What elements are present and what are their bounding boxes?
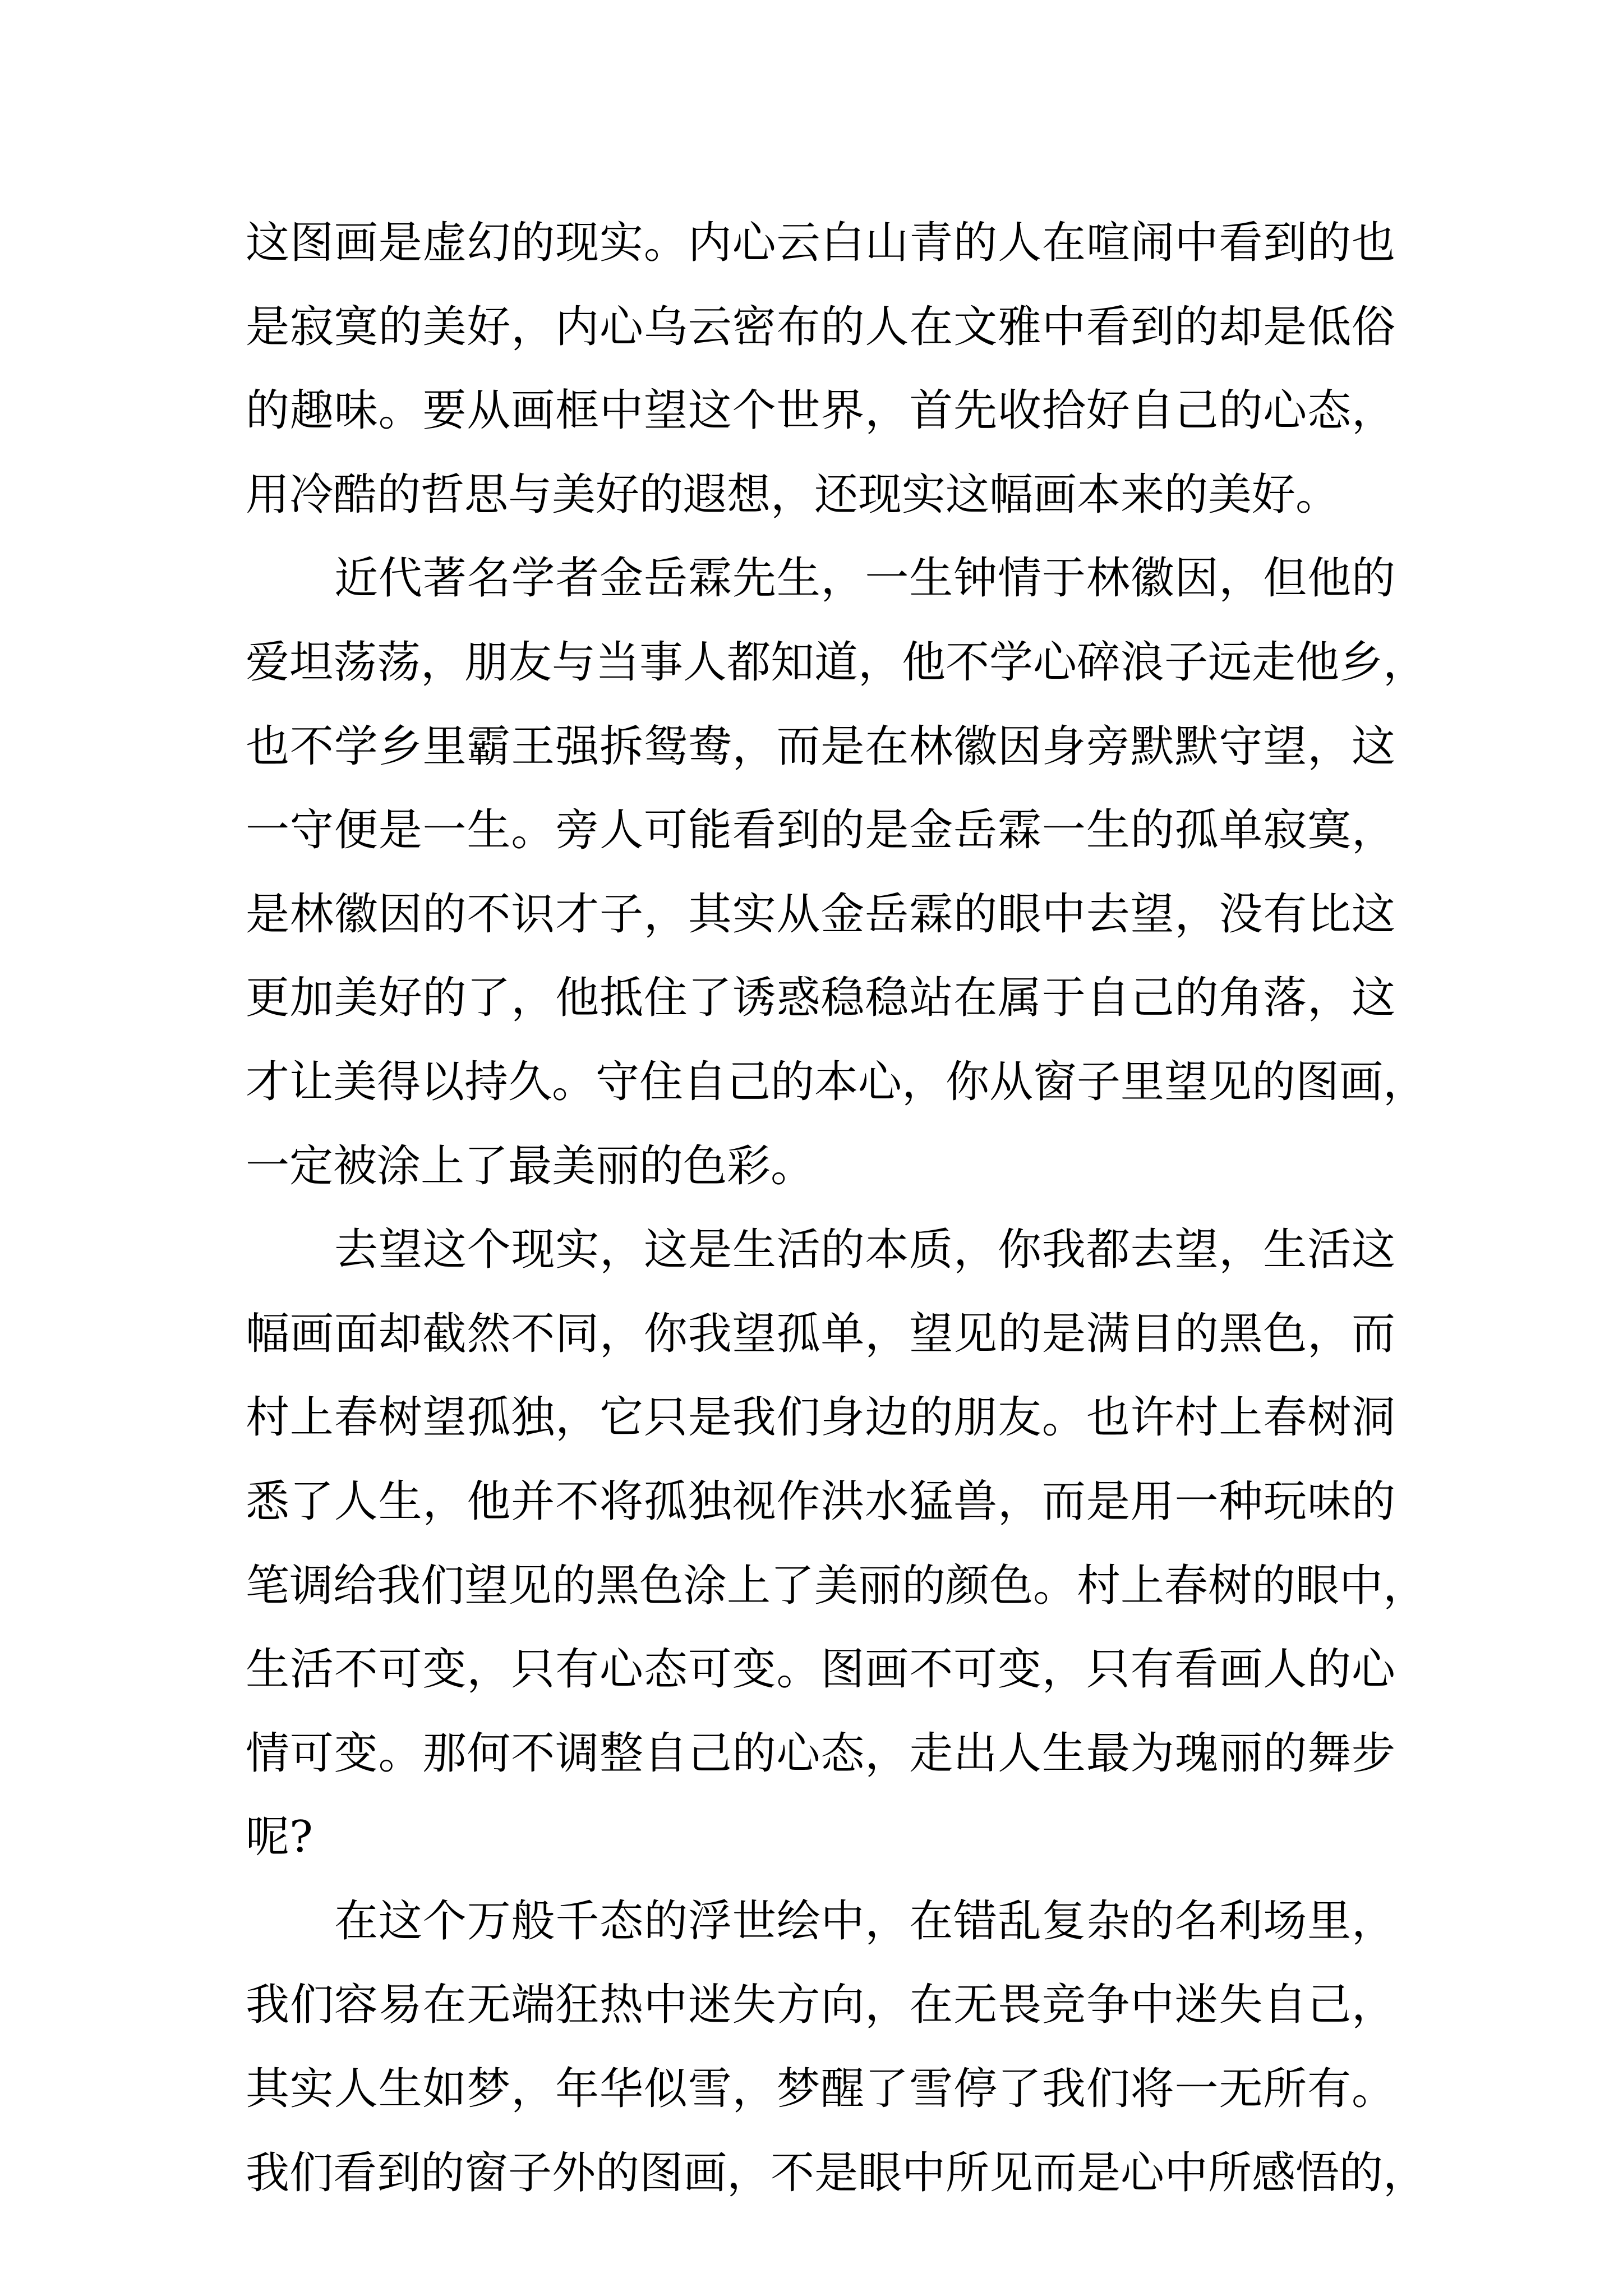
paragraph — [246, 1219, 1427, 1890]
text-line: 悉了人生，他并不将孤独视作洪水猛兽，而是用一种玩味的 — [246, 1476, 1395, 1527]
text-line: 我们看到的窗子外的图画，不是眼中所见而是心中所感悟的， — [246, 2147, 1427, 2198]
text-line: 村上春树望孤独，它只是我们身边的朋友。也许村上春树洞 — [246, 1392, 1395, 1443]
text-line: 爱坦荡荡，朋友与当事人都知道，他不学心碎浪子远走他乡， — [246, 637, 1427, 688]
paragraph — [246, 547, 1427, 1219]
text-line: 幅画面却截然不同，你我望孤单，望见的是满目的黑色，而 — [246, 1308, 1395, 1359]
text-line: 也不学乡里霸王强拆鸳鸯，而是在林徽因身旁默默守望，这 — [246, 721, 1395, 772]
paragraph — [246, 1890, 1427, 2226]
essay-body — [246, 212, 1427, 2226]
paragraph — [246, 212, 1395, 547]
text-line: 的趣味。要从画框中望这个世界，首先收拾好自己的心态， — [246, 385, 1395, 436]
text-line: 是寂寞的美好，内心乌云密布的人在文雅中看到的却是低俗 — [246, 301, 1395, 352]
text-line: 笔调给我们望见的黑色涂上了美丽的颜色。村上春树的眼中， — [246, 1560, 1427, 1611]
text-line: 生活不可变，只有心态可变。图画不可变，只有看画人的心 — [246, 1644, 1395, 1695]
text-line: 更加美好的了，他抵住了诱惑稳稳站在属于自己的角落，这 — [246, 973, 1395, 1024]
text-line: 才让美得以持久。守住自己的本心，你从窗子里望见的图画， — [246, 1056, 1427, 1107]
text-line: 呢? — [246, 1812, 313, 1863]
text-line: 一守便是一生。旁人可能看到的是金岳霖一生的孤单寂寞， — [246, 805, 1395, 856]
text-line: 我们容易在无端狂热中迷失方向，在无畏竞争中迷失自己， — [246, 1980, 1395, 2031]
text-line: 一定被涂上了最美丽的色彩。 — [246, 1140, 815, 1191]
text-line: 其实人生如梦，年华似雪，梦醒了雪停了我们将一无所有。 — [246, 2064, 1395, 2115]
text-line: 是林徽因的不识才子，其实从金岳霖的眼中去望，没有比这 — [246, 889, 1395, 940]
text-line: 情可变。那何不调整自己的心态，走出人生最为瑰丽的舞步 — [246, 1728, 1395, 1779]
text-line: 在这个万般千态的浮世绘中，在错乱复杂的名利场里， — [334, 1895, 1395, 1947]
text-line: 近代著名学者金岳霖先生，一生钟情于林徽因，但他的 — [334, 553, 1395, 604]
text-line: 去望这个现实，这是生活的本质，你我都去望，生活这 — [334, 1225, 1395, 1276]
text-line: 这图画是虚幻的现实。内心云白山青的人在喧闹中看到的也 — [246, 218, 1395, 268]
text-line: 用冷酷的哲思与美好的遐想，还现实这幅画本来的美好。 — [246, 469, 1340, 520]
